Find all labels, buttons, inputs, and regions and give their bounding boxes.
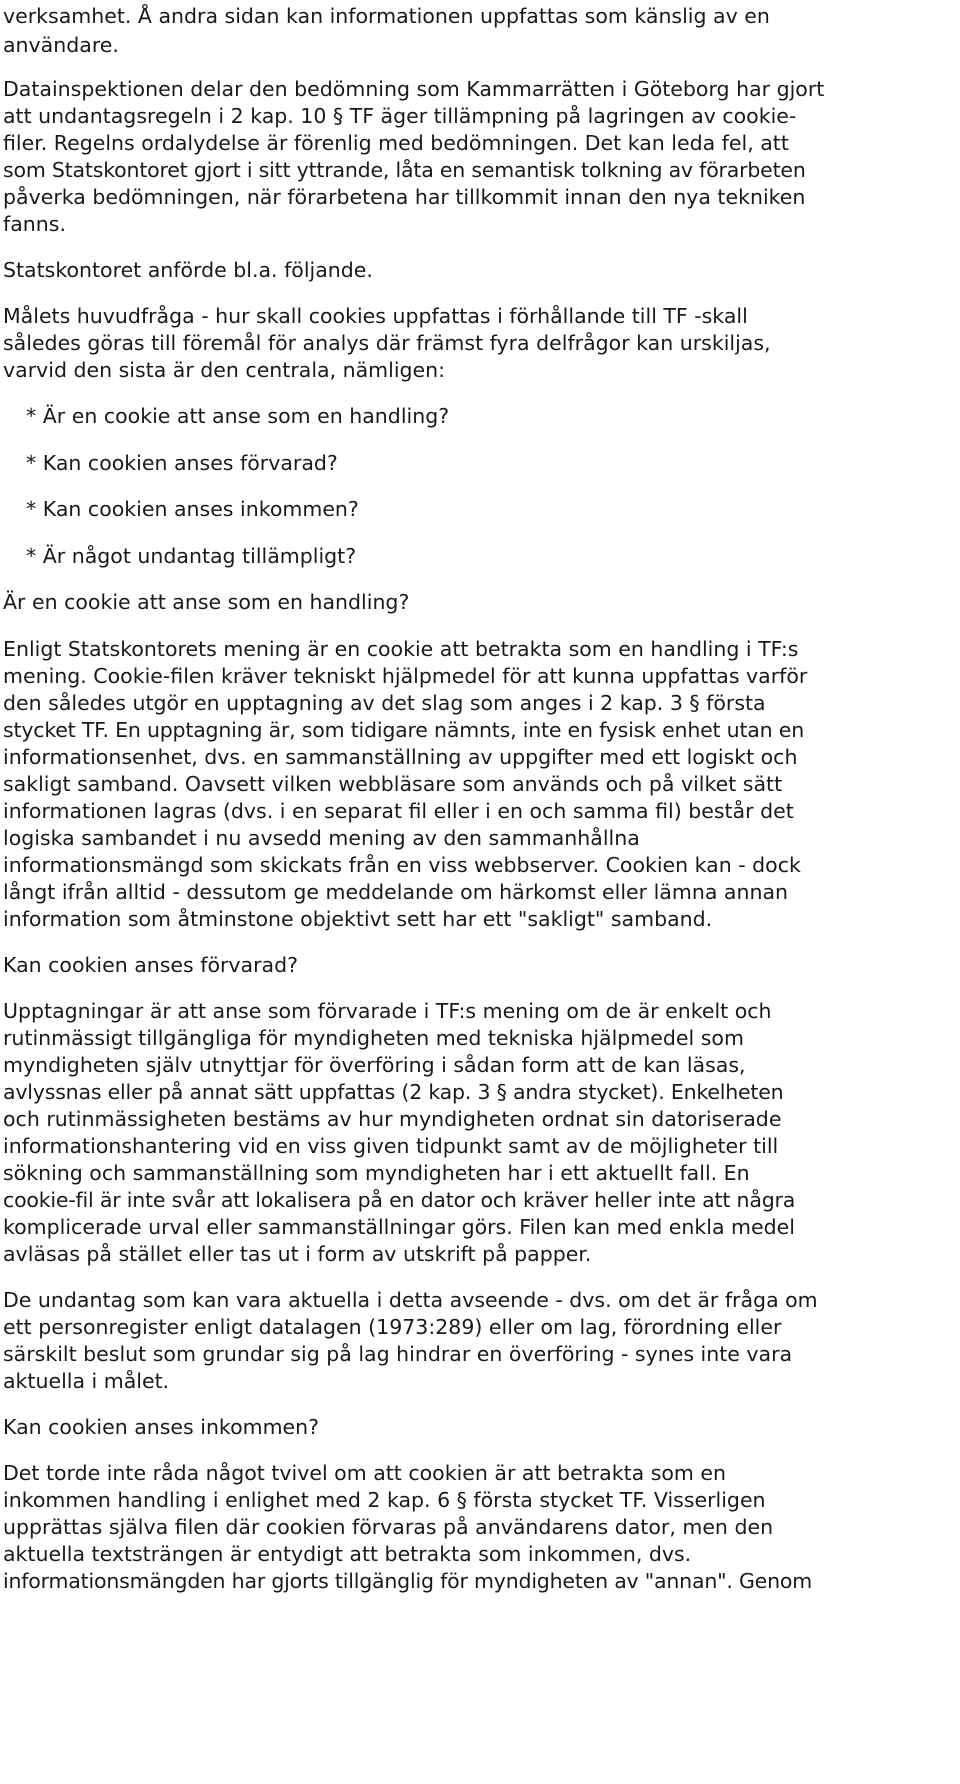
text-line: således göras till föremål för analys där främst fyra delfrågor kan urskiljas, (3, 331, 771, 355)
text-line: Enligt Statskontorets mening är en cookie att betrakta som en handling i TF:s (3, 637, 799, 661)
text-line: Målets huvudfråga - hur skall cookies uppfattas i förhållande till TF -skall (3, 304, 748, 328)
text-line: myndigheten själv utnyttjar för överföring i sådan form att de kan läsas, (3, 1053, 746, 1077)
text-line: Statskontoret anförde bl.a. följande. (3, 258, 373, 282)
section-heading: Kan cookien anses förvarad? (3, 953, 299, 977)
list-item: * Är något undantag tillämpligt? (26, 544, 357, 568)
text-line: varvid den sista är den centrala, nämligen: (3, 358, 446, 382)
section-heading: Är en cookie att anse som en handling? (3, 590, 410, 614)
text-line: aktuella textsträngen är entydigt att betrakta som inkommen, dvs. (3, 1542, 692, 1566)
list-item: * Kan cookien anses inkommen? (26, 497, 359, 521)
text-line: fanns. (3, 212, 66, 236)
text-line: De undantag som kan vara aktuella i detta avseende - dvs. om det är fråga om (3, 1288, 818, 1312)
text-line: Datainspektionen delar den bedömning som Kammarrätten i Göteborg har gjort (3, 77, 825, 101)
text-line: aktuella i målet. (3, 1369, 170, 1393)
list-item: * Kan cookien anses förvarad? (26, 451, 338, 475)
text-line: stycket TF. En upptagning är, som tidigare nämnts, inte en fysisk enhet utan en (3, 718, 804, 742)
text-line: information som åtminstone objektivt sett har ett "sakligt" samband. (3, 907, 713, 931)
text-line: sakligt samband. Oavsett vilken webbläsare som används och på vilket sätt (3, 772, 783, 796)
text-line: och rutinmässigheten bestäms av hur myndigheten ordnat sin datoriserade (3, 1107, 782, 1131)
text-line: logiska sambandet i nu avsedd mening av den sammanhållna (3, 826, 640, 850)
text-line: upprättas själva filen där cookien förvaras på användarens dator, men den (3, 1515, 774, 1539)
text-line: ett personregister enligt datalagen (1973:289) eller om lag, förordning eller (3, 1315, 782, 1339)
text-line: avlyssnas eller på annat sätt uppfattas (2 kap. 3 § andra stycket). Enkelheten (3, 1080, 784, 1104)
text-line: filer. Regelns ordalydelse är förenlig med bedömningen. Det kan leda fel, att (3, 131, 789, 155)
section-heading: Kan cookien anses inkommen? (3, 1415, 320, 1439)
text-line: långt ifrån alltid - dessutom ge meddelande om härkomst eller lämna annan (3, 880, 789, 904)
text-line: verksamhet. Å andra sidan kan informationen uppfattas som känslig av en (3, 4, 770, 28)
text-line: påverka bedömningen, när förarbetena har tillkommit innan den nya tekniken (3, 185, 806, 209)
text-line: cookie-fil är inte svår att lokalisera på en dator och kräver heller inte att några (3, 1188, 796, 1212)
text-line: avläsas på stället eller tas ut i form av utskrift på papper. (3, 1242, 592, 1266)
text-line: informationsenhet, dvs. en sammanställning av uppgifter med ett logiskt och (3, 745, 798, 769)
text-line: som Statskontoret gjort i sitt yttrande, låta en semantisk tolkning av förarbeten (3, 158, 806, 182)
text-line: att undantagsregeln i 2 kap. 10 § TF äger tillämpning på lagringen av cookie- (3, 104, 797, 128)
text-line: informationshantering vid en viss given tidpunkt samt av de möjligheter till (3, 1134, 779, 1158)
text-line: sökning och sammanställning som myndigheten har i ett aktuellt fall. En (3, 1161, 750, 1185)
text-line: inkommen handling i enlighet med 2 kap. 6 § första stycket TF. Visserligen (3, 1488, 766, 1512)
text-line: den således utgör en upptagning av det slag som anges i 2 kap. 3 § första (3, 691, 766, 715)
text-line: komplicerade urval eller sammanställningar görs. Filen kan med enkla medel (3, 1215, 795, 1239)
text-line: Upptagningar är att anse som förvarade i TF:s mening om de är enkelt och (3, 999, 772, 1023)
text-line: användare. (3, 33, 119, 57)
text-line: mening. Cookie-filen kräver tekniskt hjälpmedel för att kunna uppfattas varför (3, 664, 808, 688)
text-line: informationsmängden har gjorts tillgänglig för myndigheten av "annan". Genom (3, 1569, 812, 1593)
text-line: särskilt beslut som grundar sig på lag hindrar en överföring - synes inte vara (3, 1342, 793, 1366)
list-item: * Är en cookie att anse som en handling? (26, 404, 450, 428)
text-line: informationen lagras (dvs. i en separat fil eller i en och samma fil) består det (3, 799, 794, 823)
text-line: informationsmängd som skickats från en viss webbserver. Cookien kan - dock (3, 853, 801, 877)
text-line: Det torde inte råda något tvivel om att cookien är att betrakta som en (3, 1461, 727, 1485)
text-line: rutinmässigt tillgängliga för myndigheten med tekniska hjälpmedel som (3, 1026, 744, 1050)
